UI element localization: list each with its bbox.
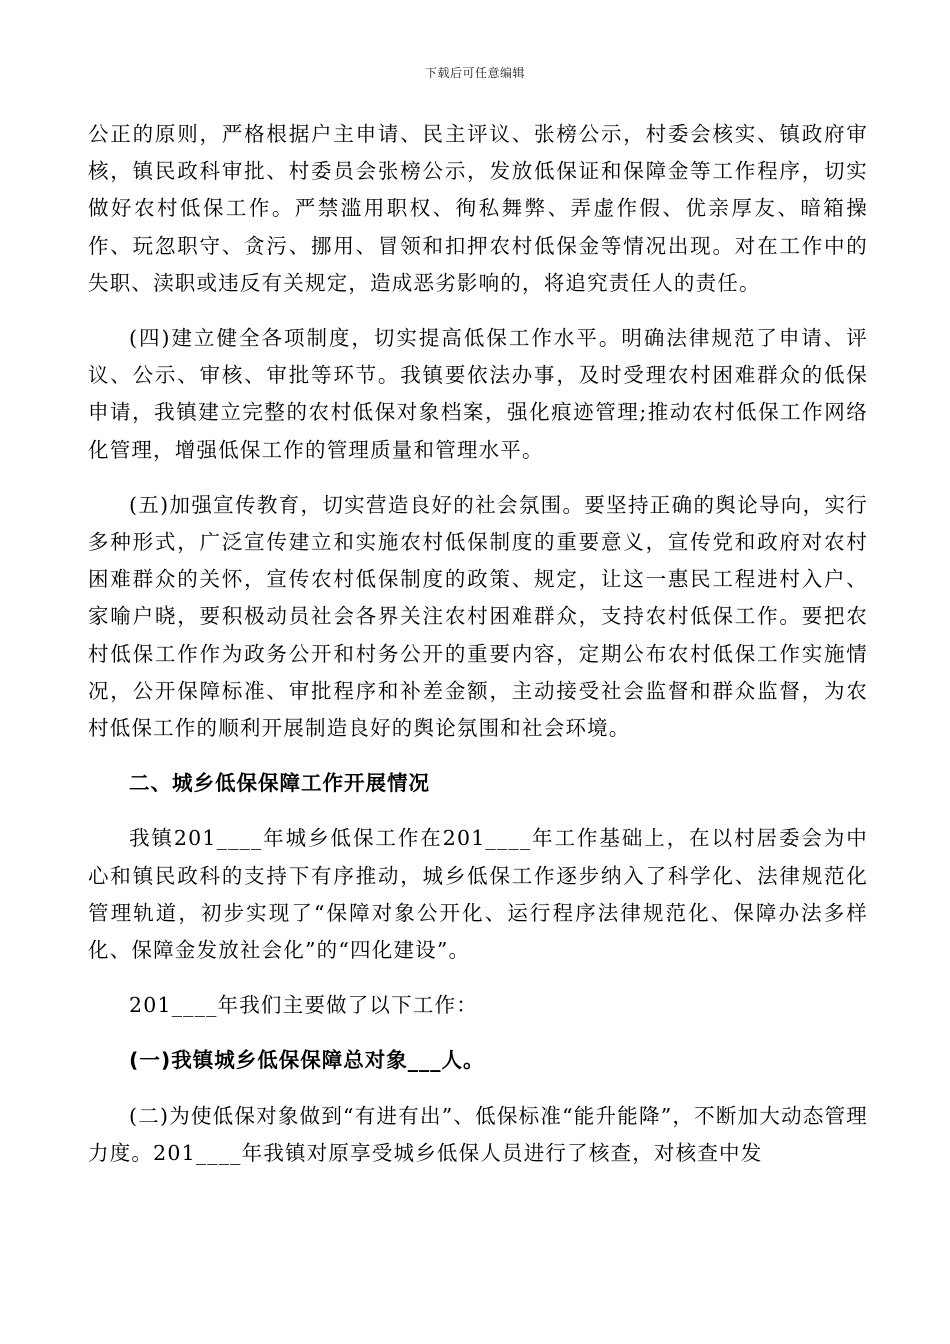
paragraph-continued: 公正的原则，严格根据户主申请、民主评议、张榜公示，村委会核实、镇政府审核，镇民政科审批、村委员会张榜公示，发放低保证和保障金等工作程序，切实做好农村低保工作。严禁滥用职权、徇私舞弊、弄虚作假、优亲厚友、暗箱操作、玩忽职守、贪污、挪用、冒领和扣押农村低保金等情况出现。对在工作中的失职、渎职或违反有关规定，造成恶劣影响的，将追究责任人的责任。 <box>88 122 868 295</box>
paragraph-overview: 我镇201____年城乡低保工作在201____年工作基础上，在以村居委会为中心和镇民政科的支持下有序推动，城乡低保工作逐步纳入了科学化、法律规范化管理轨道，初步实现了“保障对象公开化、运行程序法律规范化、保障办法多样化、保障金发放社会化”的“四化建设”。 <box>88 826 868 963</box>
subheading-total-recipients: (一)我镇城乡低保保障总对象___人。 <box>129 1048 485 1073</box>
header-note: 下载后可任意编辑 <box>424 66 525 80</box>
paragraph-section-5: (五)加强宣传教育，切实营造良好的社会氛围。要坚持正确的舆论导向，实行多种形式，广泛宣传建立和实施农村低保制度的重要意义，宣传党和政府对农村困难群众的关怀，宣传农村低保制度的政策、规定，让这一惠民工程进村入户、家喻户晓，要积极动员社会各界关注农村困难群众，支持农村低保工作。要把农村低保工作作为政务公开和村务公开的重要内容，定期公布农村低保工作实施情况，公开保障标准、审批程序和补差金额，主动接受社会监督和群众监督，为农村低保工作的顺利开展制造良好的舆论氛围和社会环境。 <box>88 492 868 741</box>
paragraph-section-4: (四)建立健全各项制度，切实提高低保工作水平。明确法律规范了申请、评议、公示、审核、审批等环节。我镇要依法办事，及时受理农村困难群众的低保申请，我镇建立完整的农村低保对象档案，强化痕迹管理;推动农村低保工作网络化管理，增强低保工作的管理质量和管理水平。 <box>88 326 868 462</box>
paragraph-dynamic-management: (二)为使低保对象做到“有进有出”、低保标准“能升能降”，不断加大动态管理力度。201____年我镇对原享受城乡低保人员进行了核查，对核查中发 <box>88 1103 868 1165</box>
section-heading: 二、城乡低保保障工作开展情况 <box>129 771 430 796</box>
paragraph-work-intro: 201____年我们主要做了以下工作： <box>129 993 478 1018</box>
document-body <box>88 116 868 1172</box>
